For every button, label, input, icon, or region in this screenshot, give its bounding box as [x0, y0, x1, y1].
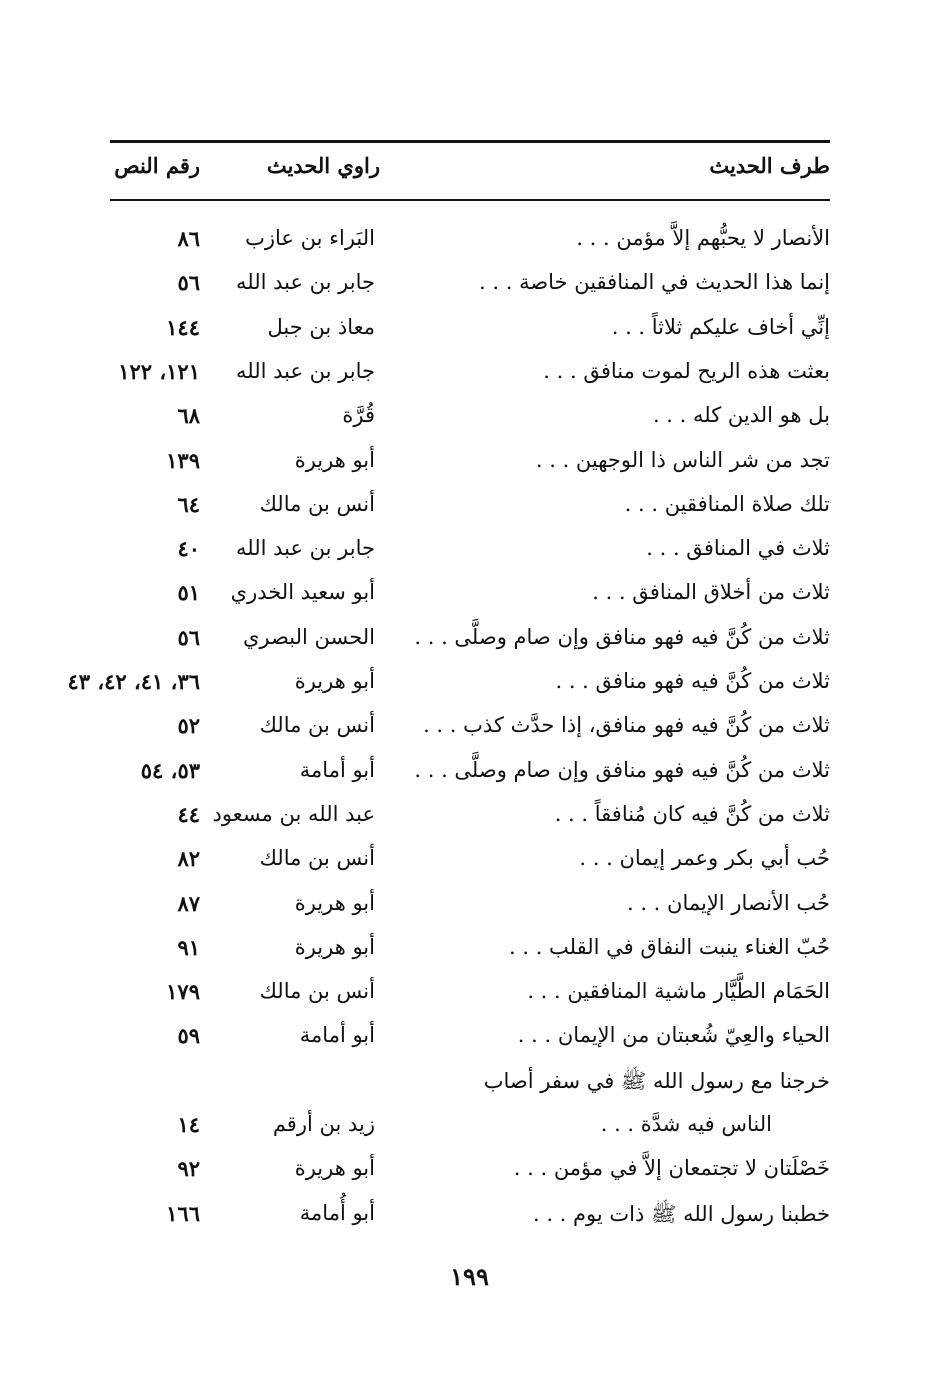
narrator-name: جابر بن عبد الله — [235, 358, 375, 383]
text-number: ١٧٩ — [166, 979, 200, 1005]
narrator-name: أبو أمامة — [299, 1023, 375, 1048]
text-number: ٥٦ — [177, 624, 200, 650]
hadith-start-text: خَصْلَتان لا تجتمعان إلاَّ في مؤمن . . . — [513, 1156, 830, 1181]
header-hadith-start: طرف الحديث — [709, 153, 830, 178]
hadith-start-text: ثلاث في المنافق . . . — [646, 536, 830, 561]
table-row — [110, 309, 830, 353]
hadith-start-text: بل هو الدين كله . . . — [652, 403, 830, 428]
hadith-start-text: تجد من شر الناس ذا الوجهين . . . — [535, 447, 830, 472]
page-number: ١٩٩ — [450, 1262, 489, 1291]
narrator-name: أبو أُمامة — [299, 1200, 375, 1225]
narrator-name: أنس بن مالك — [259, 491, 375, 516]
table-row — [110, 885, 830, 929]
text-number: ٩٢ — [177, 1156, 200, 1182]
hadith-start-text: خطبنا رسول الله ﷺ ذات يوم . . . — [532, 1201, 830, 1226]
hadith-start-text: خرجنا مع رسول الله ﷺ في سفر أصاب — [483, 1068, 830, 1093]
narrator-name: أنس بن مالك — [259, 713, 375, 738]
table-row — [110, 929, 830, 973]
hadith-start-text: حُب أبي بكر وعمر إيمان . . . — [579, 846, 830, 871]
text-number: ٨٦ — [177, 226, 200, 251]
header-narrator: راوي الحديث — [266, 153, 380, 178]
table-row — [110, 486, 830, 530]
table-row — [110, 973, 830, 1017]
header-text-number: رقم النص — [114, 153, 200, 178]
text-number: ٩١ — [177, 934, 200, 960]
narrator-name: أبو هريرة — [294, 934, 375, 959]
hadith-start-text: ثلاث من كُنَّ فيه فهو منافق وإن صام وصلَّى . . . — [414, 624, 830, 649]
table-row — [110, 1150, 830, 1194]
narrator-name: أبو هريرة — [294, 669, 375, 693]
text-number: ٥٣، ٥٤ — [140, 757, 200, 783]
text-number: ٤٤ — [177, 801, 200, 827]
table-row — [110, 796, 830, 840]
hadith-start-text: ثلاث من كُنَّ فيه فهو منافق . . . — [555, 669, 830, 693]
hadith-start-text: حُبّ الغناء ينبت النفاق في القلب . . . — [509, 934, 830, 959]
table-row — [67, 663, 830, 707]
hadith-start-text: ثلاث من كُنَّ فيه فهو منافق وإن صام وصلَّى . . . — [414, 757, 830, 782]
text-number: ٦٤ — [177, 491, 200, 517]
table-row — [110, 442, 830, 486]
narrator-name: عبد الله بن مسعود — [212, 801, 375, 826]
table-row — [110, 840, 830, 884]
text-number: ٥٢ — [177, 713, 200, 739]
hadith-start-text: ثلاث من كُنَّ فيه كان مُنافقاً . . . — [554, 801, 830, 826]
text-number: ١٤ — [177, 1112, 200, 1137]
narrator-name: أبو سعيد الخدري — [230, 580, 375, 605]
table-row — [110, 220, 830, 264]
narrator-name: أبو هريرة — [294, 1156, 375, 1181]
narrator-name: أنس بن مالك — [259, 846, 375, 871]
narrator-name: أبو هريرة — [294, 447, 375, 472]
hadith-start-text: ثلاث من أخلاق المنافق . . . — [592, 580, 830, 605]
table-row — [110, 574, 830, 618]
table-row — [110, 619, 830, 663]
hadith-start-text: تلك صلاة المنافقين . . . — [624, 491, 830, 516]
text-number: ٥١ — [177, 580, 200, 606]
narrator-name: أبو هريرة — [294, 890, 375, 915]
text-number: ٨٢ — [177, 846, 200, 872]
hadith-start-text: إنِّي أخاف عليكم ثلاثاً . . . — [611, 314, 830, 339]
text-number: ٣٦، ٤١، ٤٢، ٤٣ — [67, 669, 200, 694]
text-number: ٤٠ — [177, 536, 200, 562]
narrator-name: الحسن البصري — [243, 624, 375, 649]
text-number: ٦٨ — [177, 403, 200, 429]
hadith-start-text: بعثت هذه الريح لموت منافق . . . — [543, 358, 830, 383]
header-bottom-rule — [110, 199, 830, 201]
hadith-start-text: ثلاث من كُنَّ فيه فهو منافق، إذا حدَّث كذب . . . — [423, 713, 830, 738]
table-row — [110, 1106, 830, 1150]
hadith-start-text: الناس فيه شدَّة . . . — [600, 1112, 772, 1136]
narrator-name: معاذ بن جبل — [267, 314, 375, 339]
text-number: ٨٧ — [177, 890, 200, 916]
hadith-start-text: حُب الأنصار الإيمان . . . — [626, 890, 830, 915]
header-top-rule — [110, 140, 830, 143]
table-row — [110, 353, 830, 397]
narrator-name: قُرَّة — [342, 403, 375, 428]
text-number: ١٤٤ — [166, 314, 200, 340]
hadith-start-text: الحَمَام الطَّيَّار ماشية المنافقين . . . — [527, 979, 830, 1004]
table-row — [110, 1062, 830, 1106]
table-row — [110, 397, 830, 441]
narrator-name: أنس بن مالك — [259, 979, 375, 1004]
table-row — [110, 264, 830, 308]
text-number: ١٦٦ — [166, 1200, 200, 1226]
narrator-name: البَراء بن عازب — [245, 226, 375, 250]
text-number: ٥٩ — [177, 1023, 200, 1049]
table-row — [110, 1195, 830, 1239]
text-number: ١٢١، ١٢٢ — [118, 358, 200, 384]
table-row — [110, 752, 830, 796]
narrator-name: زيد بن أرقم — [272, 1112, 375, 1136]
text-number: ٥٦ — [177, 270, 200, 296]
hadith-start-text: إنما هذا الحديث في المنافقين خاصة . . . — [479, 270, 830, 295]
hadith-start-text: الحياء والعِيّ شُعبتان من الإيمان . . . — [517, 1023, 830, 1048]
text-number: ١٣٩ — [166, 447, 200, 473]
table-row — [110, 530, 830, 574]
table-row — [110, 707, 830, 751]
narrator-name: جابر بن عبد الله — [235, 270, 375, 295]
narrator-name: أبو أمامة — [299, 757, 375, 782]
table-header — [110, 145, 830, 195]
table-row — [110, 1017, 830, 1061]
narrator-name: جابر بن عبد الله — [235, 536, 375, 561]
hadith-start-text: الأنصار لا يحبُّهم إلاَّ مؤمن . . . — [576, 226, 830, 250]
